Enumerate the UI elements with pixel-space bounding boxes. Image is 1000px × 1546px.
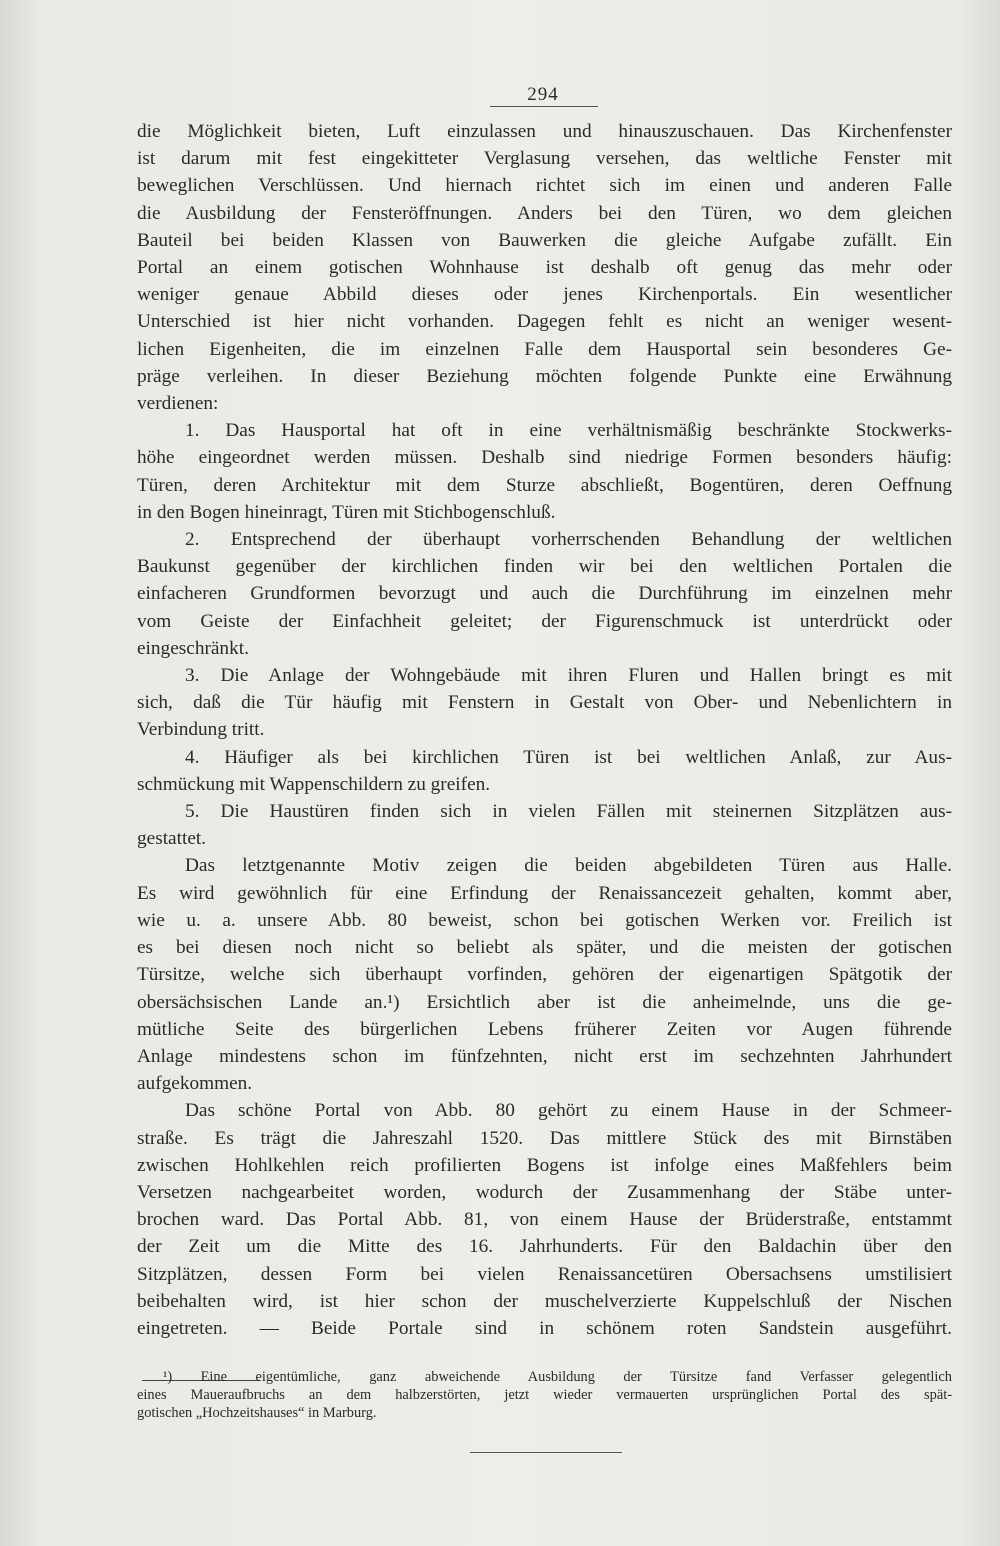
page-end-rule — [470, 1452, 622, 1453]
text-line: obersächsischen Lande an.¹) Ersichtlich aber ist die anheimelnde, uns die ge- — [137, 991, 952, 1013]
body-text — [137, 118, 952, 1342]
text-line: vom Geiste der Einfachheit geleitet; der Figurenschmuck ist unterdrückt oder — [137, 610, 952, 632]
page-number: 294 — [527, 84, 559, 105]
footnote-line: eines Maueraufbruchs an dem halbzerstörten, jetzt wieder vermauerten ursprünglichen Portal des spät- — [137, 1387, 952, 1403]
text-line: Versetzen nachgearbeitet worden, wodurch der Zusammenhang der Stäbe unter- — [137, 1181, 952, 1203]
text-line: eingetreten. — Beide Portale sind in schönem roten Sandstein ausgeführt. — [137, 1317, 952, 1339]
text-line: es bei diesen noch nicht so beliebt als später, und die meisten der gotischen — [137, 937, 952, 959]
text-line: beibehalten wird, ist hier schon der muschelverzierte Kuppelschluß der Nischen — [137, 1290, 952, 1312]
text-line: straße. Es trägt die Jahreszahl 1520. Das mittlere Stück des mit Birnstäben — [137, 1127, 952, 1149]
text-line: einfacheren Grundformen bevorzugt und auch die Durchführung im einzelnen mehr — [137, 583, 952, 605]
text-line: lichen Eigenheiten, die im einzelnen Falle dem Hausportal sein besonderes Ge- — [137, 338, 952, 360]
text-line: Bauteil bei beiden Klassen von Bauwerken die gleiche Aufgabe zufällt. Ein — [137, 229, 952, 251]
text-line: Das letztgenannte Motiv zeigen die beiden abgebildeten Türen aus Halle. — [185, 855, 952, 877]
text-line: Unterschied ist hier nicht vorhanden. Dagegen fehlt es nicht an weniger wesent- — [137, 311, 952, 333]
text-line: in den Bogen hineinragt, Türen mit Stichbogenschluß. — [137, 501, 556, 523]
text-line: 2. Entsprechend der überhaupt vorherrschenden Behandlung der weltlichen — [185, 529, 952, 551]
footnotes — [137, 1368, 952, 1422]
text-line: gestattet. — [137, 828, 207, 850]
text-line: brochen ward. Das Portal Abb. 81, von einem Hause der Brüderstraße, entstammt — [137, 1209, 952, 1231]
text-line: präge verleihen. In dieser Beziehung möchten folgende Punkte eine Erwähnung — [137, 365, 952, 387]
text-line: 5. Die Haustüren finden sich in vielen Fällen mit steinernen Sitzplätzen aus- — [185, 801, 952, 823]
text-line: Das schöne Portal von Abb. 80 gehört zu einem Hause in der Schmeer- — [185, 1100, 952, 1122]
text-line: weniger genaue Abbild dieses oder jenes Kirchenportals. Ein wesentlicher — [137, 284, 952, 306]
text-line: höhe eingeordnet werden müssen. Deshalb sind niedrige Formen besonders häufig: — [137, 447, 952, 469]
footnote-line: ¹) Eine eigentümliche, ganz abweichende Ausbildung der Türsitze fand Verfasser gelegentlich — [163, 1369, 952, 1385]
text-line: 1. Das Hausportal hat oft in eine verhältnismäßig beschränkte Stockwerks- — [185, 420, 952, 442]
text-line: sich, daß die Tür häufig mit Fenstern in Gestalt von Ober- und Nebenlichtern in — [137, 692, 952, 714]
text-line: Portal an einem gotischen Wohnhause ist deshalb oft genug das mehr oder — [137, 257, 952, 279]
text-line: aufgekommen. — [137, 1073, 253, 1095]
header-rule — [490, 106, 598, 107]
text-line: mütliche Seite des bürgerlichen Lebens früherer Zeiten vor Augen führende — [137, 1018, 952, 1040]
text-line: Türen, deren Architektur mit dem Sturze abschließt, Bogentüren, deren Oeffnung — [137, 474, 952, 496]
text-line: Türsitze, welche sich überhaupt vorfinden, gehören der eigenartigen Spätgotik der — [137, 964, 952, 986]
text-line: Es wird gewöhnlich für eine Erfindung der Renaissancezeit gehalten, kommt aber, — [137, 882, 952, 904]
text-line: Anlage mindestens schon im fünfzehnten, nicht erst im sechzehnten Jahrhundert — [137, 1045, 952, 1067]
text-line: verdienen: — [137, 393, 219, 415]
text-line: eingeschränkt. — [137, 637, 249, 659]
text-line: Sitzplätzen, dessen Form bei vielen Renaissancetüren Obersachsens umstilisiert — [137, 1263, 952, 1285]
text-line: die Ausbildung der Fensteröffnungen. Anders bei den Türen, wo dem gleichen — [137, 202, 952, 224]
text-line: Baukunst gegenüber der kirchlichen finden wir bei den weltlichen Portalen die — [137, 556, 952, 578]
text-line: wie u. a. unsere Abb. 80 beweist, schon bei gotischen Werken vor. Freilich ist — [137, 909, 952, 931]
text-line: schmückung mit Wappenschildern zu greifen. — [137, 773, 491, 795]
text-line: ist darum mit fest eingekitteter Verglasung versehen, das weltliche Fenster mit — [137, 148, 952, 170]
text-line: zwischen Hohlkehlen reich profilierten Bogens ist infolge eines Maßfehlers beim — [137, 1154, 952, 1176]
text-line: der Zeit um die Mitte des 16. Jahrhunderts. Für den Baldachin über den — [137, 1236, 952, 1258]
text-line: 4. Häufiger als bei kirchlichen Türen ist bei weltlichen Anlaß, zur Aus- — [185, 746, 952, 768]
text-line: Verbindung tritt. — [137, 719, 265, 741]
footnote-line: gotischen „Hochzeitshauses“ in Marburg. — [137, 1405, 377, 1421]
text-line: beweglichen Verschlüssen. Und hiernach richtet sich im einen und anderen Falle — [137, 175, 952, 197]
text-line: 3. Die Anlage der Wohngebäude mit ihren Fluren und Hallen bringt es mit — [185, 665, 952, 687]
text-line: die Möglichkeit bieten, Luft einzulassen und hinauszuschauen. Das Kirchenfenster — [137, 121, 952, 142]
